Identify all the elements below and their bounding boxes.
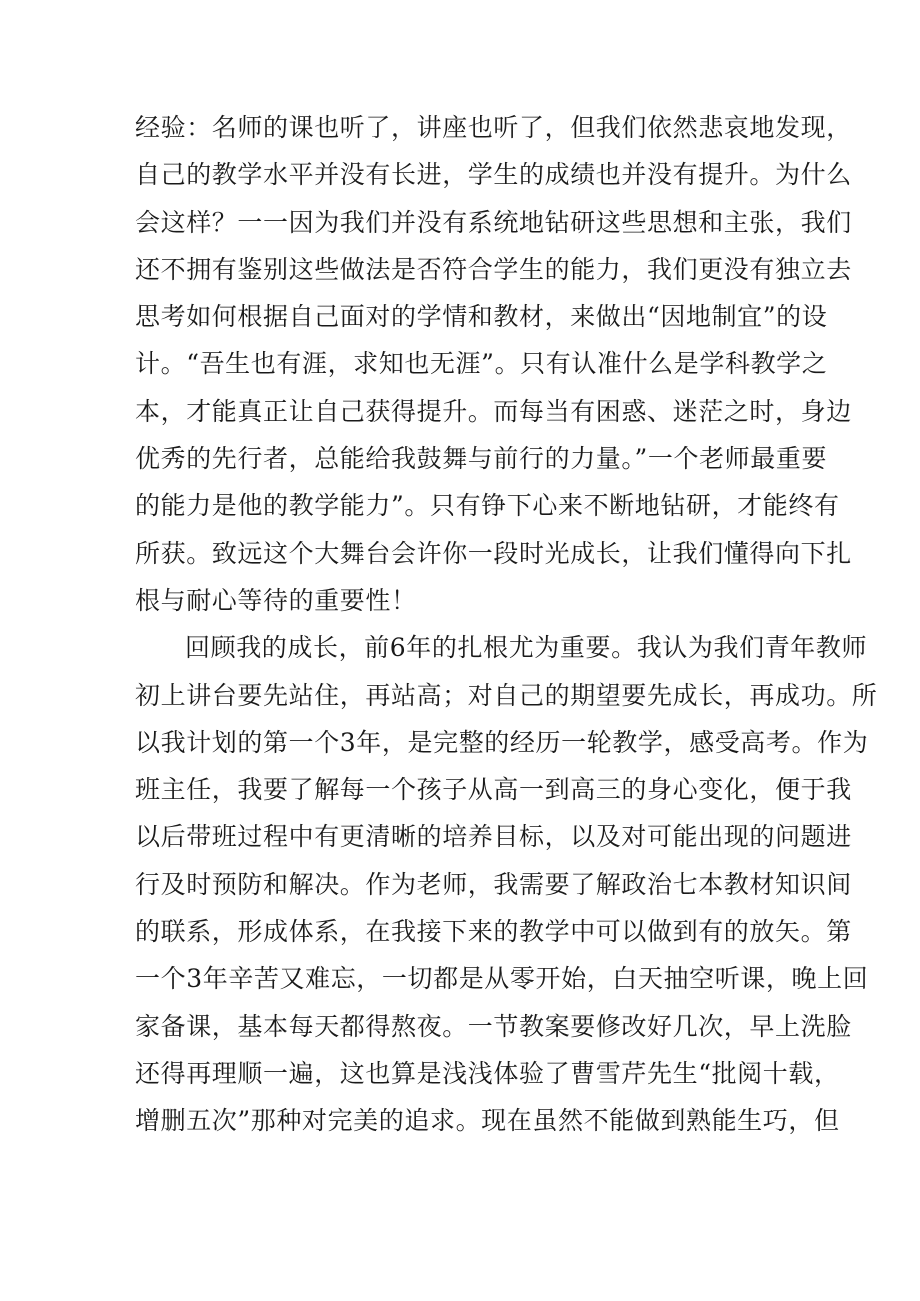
text-line: 计。“吾生也有涯，求知也无涯”。只有认准什么是学科教学之 (135, 349, 828, 379)
text-line: 会这样？一一因为我们并没有系统地钻研这些思想和主张，我们 (135, 207, 852, 237)
text-line: 还不拥有鉴别这些做法是否符合学生的能力，我们更没有独立去 (135, 254, 852, 284)
text-line: 回顾我的成长，前6年的扎根尤为重要。我认为我们青年教师 (185, 633, 868, 663)
text-line: 以后带班过程中有更清晰的培养目标，以及对可能出现的问题进 (135, 822, 852, 852)
text-line: 班主任，我要了解每一个孩子从高一到高三的身心变化，便于我 (135, 775, 852, 805)
paragraph-2 (135, 624, 878, 1144)
text-line: 思考如何根据自己面对的学情和教材，来做出“因地制宜”的设 (135, 302, 828, 332)
text-line: 自己的教学水平并没有长进，学生的成绩也并没有提升。为什么 (135, 160, 852, 190)
text-line: 家备课，基本每天都得熬夜。一节教案要修改好几次，早上洗脸 (135, 1011, 852, 1041)
paragraph-1 (135, 104, 852, 624)
text-line: 一个3年辛苦又难忘，一切都是从零开始，白天抽空听课，晚上回 (135, 964, 869, 994)
text-line: 本，才能真正让自己获得提升。而每当有困惑、迷茫之时，身边 (135, 396, 852, 426)
text-line: 还得再理顺一遍，这也算是浅浅体验了曹雪芹先生“批阅十载， (135, 1058, 840, 1088)
text-line: 优秀的先行者，总能给我鼓舞与前行的力量。”一个老师最重要 (135, 444, 828, 474)
text-line: 行及时预防和解决。作为老师，我需要了解政治七本教材知识间 (135, 869, 852, 899)
text-line: 所获。致远这个大舞台会许你一段时光成长，让我们懂得向下扎 (135, 538, 852, 568)
body-text (135, 104, 878, 1145)
text-line: 经验：名师的课也听了，讲座也听了，但我们依然悲哀地发现， (135, 113, 852, 142)
text-line: 的能力是他的教学能力”。只有铮下心来不断地钻研，才能终有 (135, 491, 840, 521)
text-line: 初上讲台要先站住，再站高；对自己的期望要先成长，再成功。所 (135, 680, 878, 710)
text-line: 根与耐心等待的重要性！ (135, 585, 417, 615)
text-line: 的联系，形成体系，在我接下来的教学中可以做到有的放矢。第 (135, 917, 852, 947)
text-line: 增删五次”那种对完美的追求。现在虽然不能做到熟能生巧，但 (135, 1106, 840, 1136)
text-line: 以我计划的第一个3年，是完整的经历一轮教学，感受高考。作为 (135, 727, 869, 757)
